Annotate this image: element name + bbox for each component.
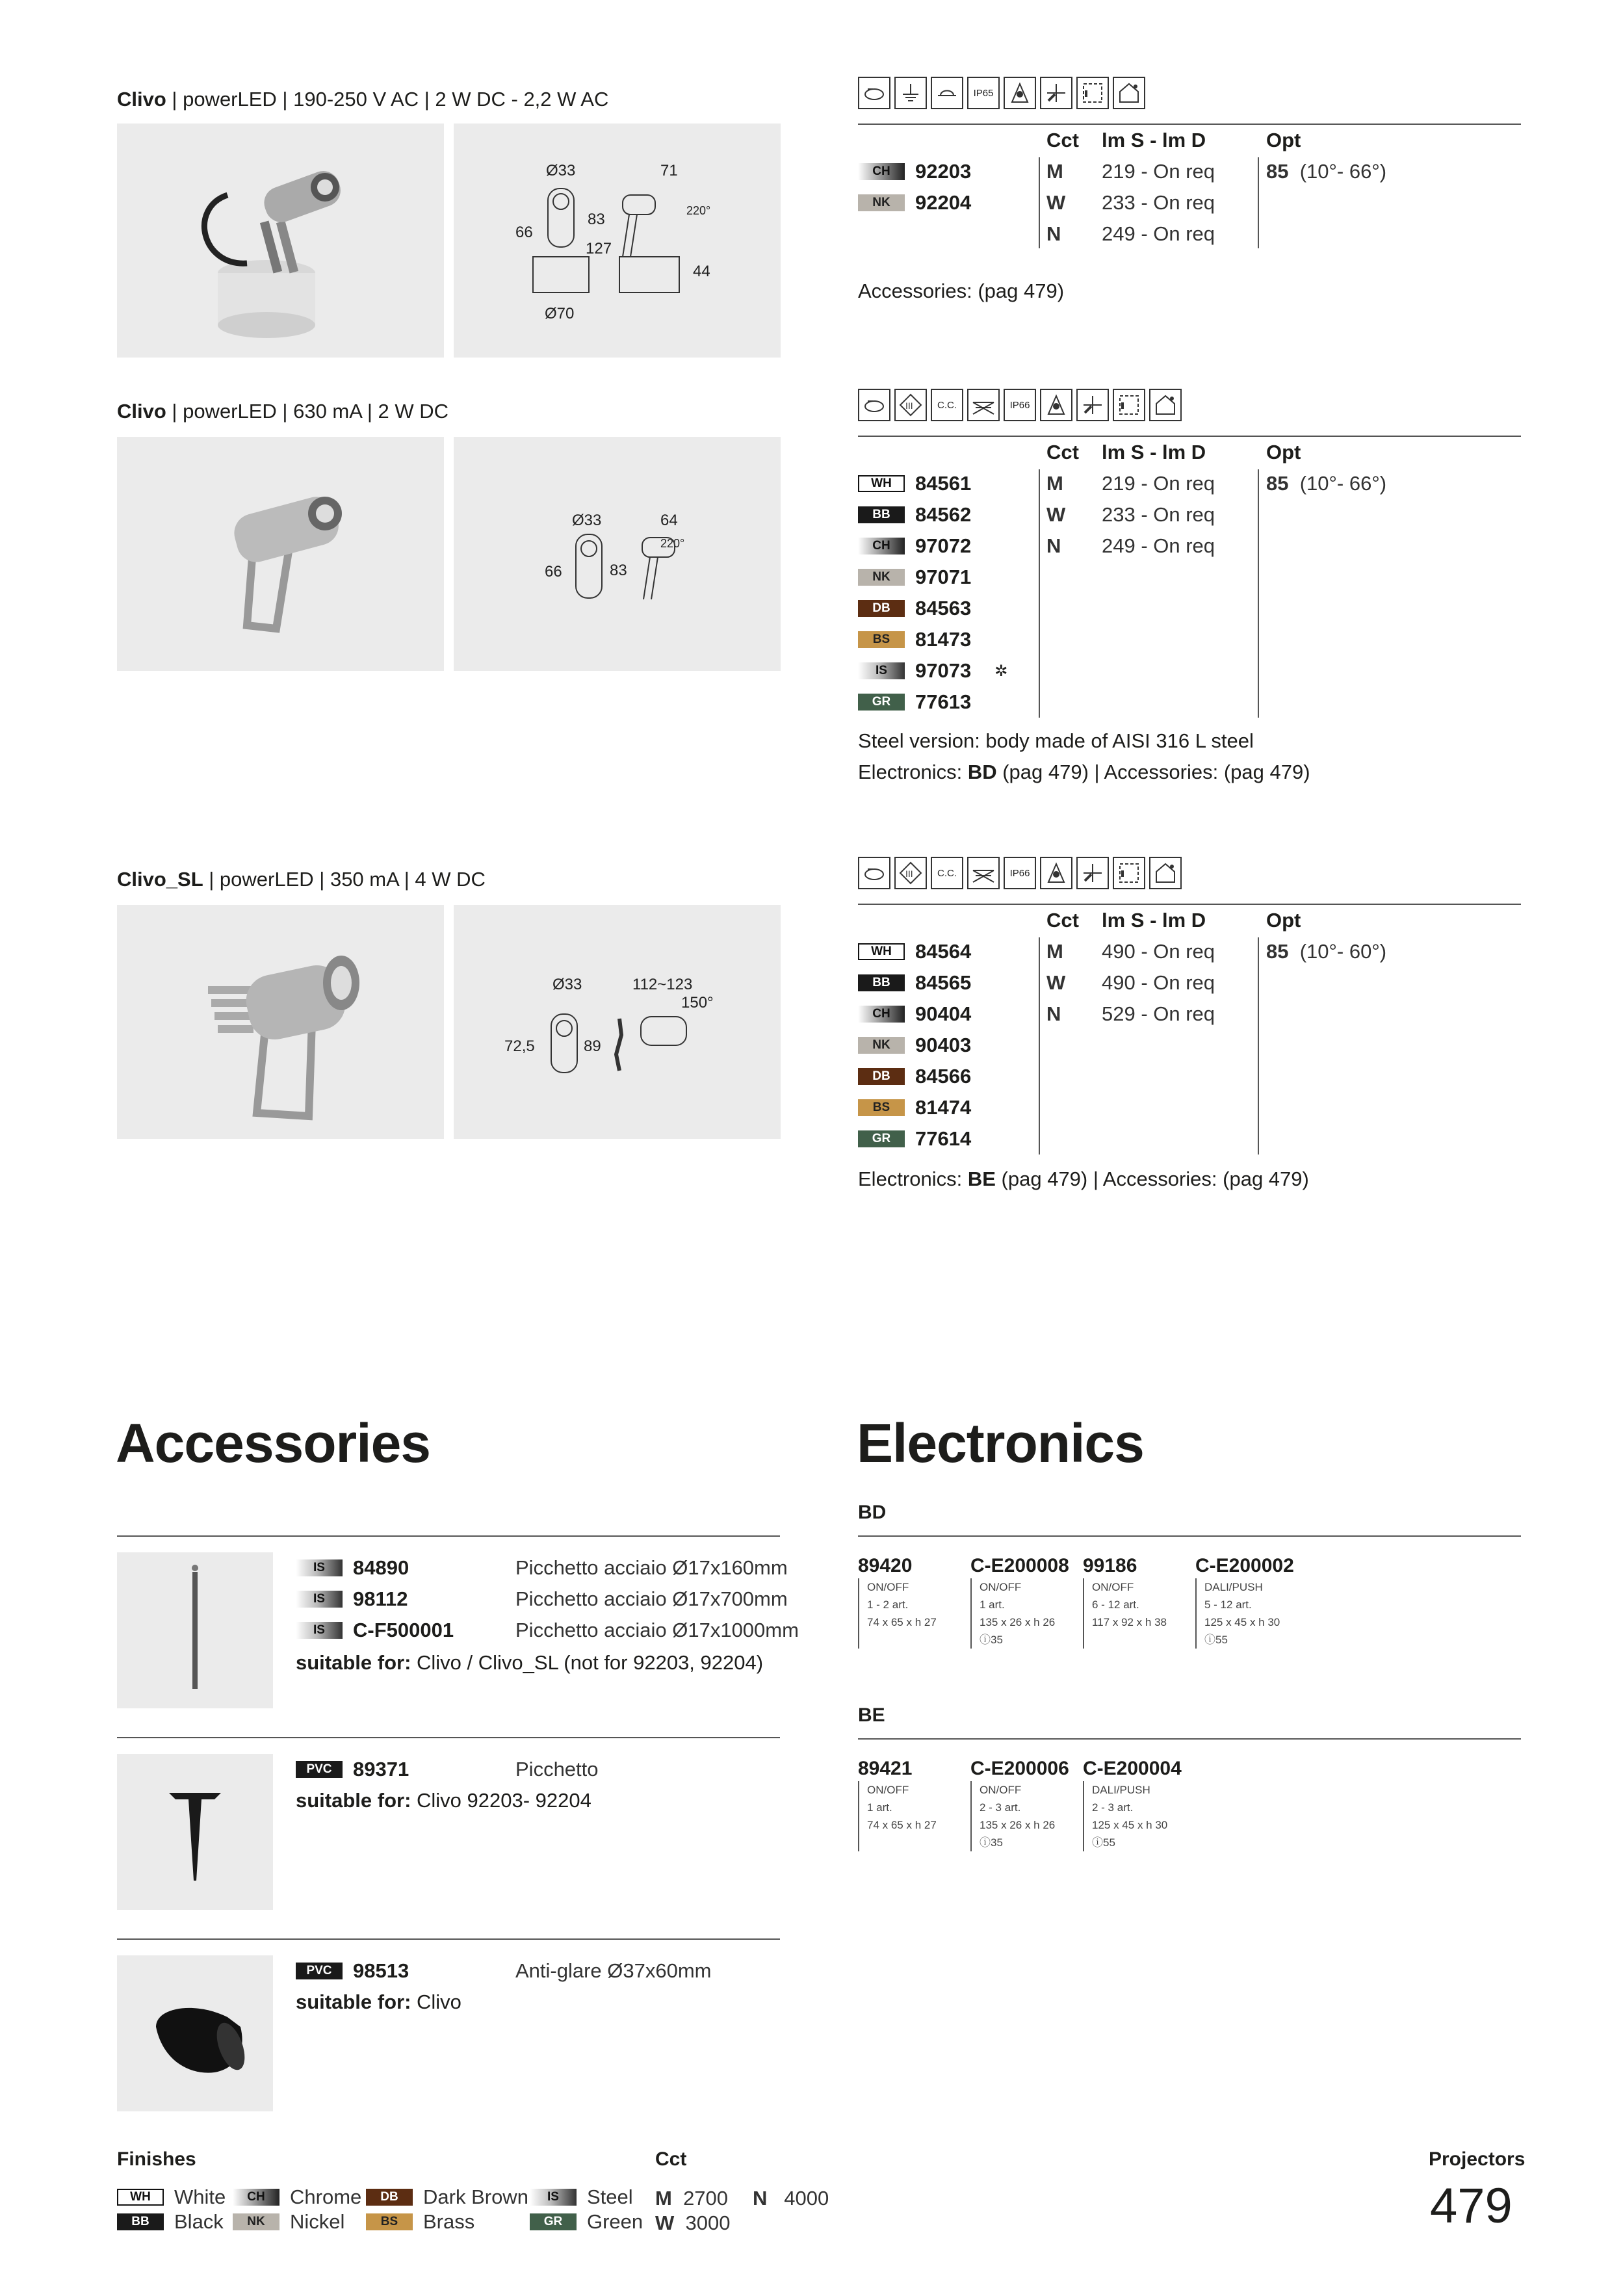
driver-art: 2 - 3 art. <box>1092 1801 1134 1814</box>
svg-text:III: III <box>905 400 913 411</box>
dim-diameter: Ø33 <box>546 162 576 179</box>
dim-width: 71 <box>660 162 678 179</box>
divider <box>117 1938 780 1940</box>
accessory-row <box>296 1754 599 1785</box>
electronics-note: Electronics: BE (pag 479) | Accessories: (pag 479) <box>858 1168 1309 1190</box>
constant-current-icon: C.C. <box>931 389 963 421</box>
rotate-icon <box>858 389 890 421</box>
dim-h2: 89 <box>584 1037 601 1055</box>
finish-name: Green <box>587 2210 643 2233</box>
optic-value: 85 (10°- 60°) <box>1266 940 1387 963</box>
finish-badge: IS <box>296 1591 343 1608</box>
finish-legend-item <box>117 2209 224 2235</box>
product-drawing <box>454 124 781 358</box>
electronics-group-label: BE <box>858 1704 885 1726</box>
code-row <box>858 655 1007 686</box>
ip-circle-icon: ⓘ <box>1204 1634 1215 1646</box>
accessories-heading: Accessories <box>116 1413 431 1474</box>
divider <box>117 1737 780 1738</box>
col-header-lm: lm S - lm D <box>1102 441 1206 463</box>
divider <box>858 904 1521 905</box>
accessory-photo <box>117 1955 273 2111</box>
accessory-code: 84890 <box>353 1556 409 1579</box>
feature-icons <box>858 857 1182 889</box>
lumen-value: 219 - On req <box>1102 472 1215 495</box>
finish-badge: BS <box>366 2213 413 2230</box>
optic-value: 85 (10°- 66°) <box>1266 472 1387 495</box>
col-header-lm: lm S - lm D <box>1102 909 1206 932</box>
product-title: Clivo_SL | powerLED | 350 mA | 4 W DC <box>117 868 486 891</box>
electronics-group-label: BD <box>858 1502 887 1523</box>
code-row <box>858 1123 971 1155</box>
code-row <box>858 686 971 718</box>
finish-name: Steel <box>587 2185 633 2208</box>
dim-width: 64 <box>660 512 678 529</box>
product-code: 84566 <box>915 1065 972 1088</box>
product-code: 92203 <box>915 160 972 183</box>
finish-badge: DB <box>858 1068 905 1085</box>
dim-width: 112~123 <box>632 976 693 993</box>
product-code: 77613 <box>915 690 972 713</box>
driver-dims: 125 x 45 x h 30 <box>1092 1819 1168 1831</box>
class-iii-icon <box>894 389 927 421</box>
uv-icon <box>1076 389 1109 421</box>
driver-code: 89420 <box>858 1555 913 1576</box>
driver-art: 1 art. <box>980 1598 1005 1611</box>
driver-dims: 135 x 26 x h 26 <box>980 1819 1056 1831</box>
ip-rating-icon: IP66 <box>1004 857 1036 889</box>
ip-circle-icon: ⓘ <box>980 1836 991 1849</box>
dim-h1: 66 <box>515 224 533 241</box>
dimension-icon <box>1113 857 1145 889</box>
finish-badge: NK <box>858 569 905 586</box>
divider <box>117 1535 780 1537</box>
driver-control: ON/OFF <box>867 1581 909 1593</box>
col-header-cct: Cct <box>1046 909 1079 932</box>
driver-item <box>1195 1555 1306 1649</box>
code-row <box>858 156 971 187</box>
product-code: 77614 <box>915 1127 972 1150</box>
finish-badge: WH <box>858 943 905 960</box>
dimension-icon <box>1113 389 1145 421</box>
driver-code: C-E200006 <box>970 1758 1069 1779</box>
product-code: 81474 <box>915 1096 972 1119</box>
dim-base: Ø70 <box>545 305 575 322</box>
accessory-row <box>296 1955 712 1987</box>
finish-badge: BS <box>858 1099 905 1116</box>
class-iii-icon <box>894 857 927 889</box>
code-row <box>858 562 971 593</box>
uv-icon <box>1076 857 1109 889</box>
code-row <box>858 1061 971 1092</box>
driver-item <box>970 1555 1081 1649</box>
finish-legend-item <box>530 2209 643 2235</box>
driver-control: ON/OFF <box>980 1581 1022 1593</box>
lumen-value: 249 - On req <box>1102 222 1215 245</box>
optic-value: 85 (10°- 66°) <box>1266 160 1387 183</box>
lumen-value: 490 - On req <box>1102 940 1215 963</box>
suitable-for: suitable for: Clivo 92203- 92204 <box>296 1789 591 1812</box>
no-cover-icon <box>967 857 1000 889</box>
finish-name: Chrome <box>290 2185 362 2208</box>
lumen-value: 529 - On req <box>1102 1002 1215 1025</box>
driver-art: 1 - 2 art. <box>867 1598 909 1611</box>
dim-h1: 66 <box>545 563 562 581</box>
ip-circle-icon: ⓘ <box>980 1634 991 1646</box>
driver-art: 1 art. <box>867 1801 892 1814</box>
dim-h3: 127 <box>586 240 612 257</box>
product-code: 84563 <box>915 597 972 620</box>
driver-code: C-E200002 <box>1195 1555 1294 1576</box>
cct-legend-item: W 3000 <box>655 2211 731 2234</box>
finish-badge: GR <box>530 2213 577 2230</box>
col-header-opt: Opt <box>1266 909 1301 932</box>
driver-code: C-E200008 <box>970 1555 1069 1576</box>
driver-dims: 125 x 45 x h 30 <box>1204 1616 1280 1628</box>
finish-badge: NK <box>233 2213 279 2230</box>
finish-badge: BB <box>117 2213 164 2230</box>
accessory-row <box>296 1552 788 1584</box>
product-drawing <box>454 905 781 1139</box>
fire-icon <box>1004 77 1036 109</box>
lumen-value: 219 - On req <box>1102 160 1215 183</box>
rotate-icon <box>858 77 890 109</box>
col-header-opt: Opt <box>1266 441 1301 463</box>
column-divider <box>1039 937 1040 1155</box>
suitable-for: suitable for: Clivo <box>296 1990 461 2013</box>
finish-badge: IS <box>530 2189 577 2206</box>
finish-badge: CH <box>858 163 905 180</box>
driver-item <box>1083 1555 1193 1649</box>
accessory-row <box>296 1615 799 1646</box>
cct-value: N <box>1046 222 1061 245</box>
driver-art: 5 - 12 art. <box>1204 1598 1252 1611</box>
code-row <box>858 998 971 1030</box>
product-code: 81473 <box>915 628 972 651</box>
house-icon <box>1149 389 1182 421</box>
dim-h2: 83 <box>610 562 627 579</box>
driver-control: DALI/PUSH <box>1092 1784 1150 1796</box>
category-label: Projectors <box>1429 2148 1526 2170</box>
dim-diameter: Ø33 <box>552 976 582 993</box>
code-row <box>858 468 971 499</box>
finish-badge: PVC <box>296 1761 343 1778</box>
finish-legend-item <box>117 2184 226 2210</box>
finish-badge: BB <box>858 974 905 991</box>
dimension-icon <box>1076 77 1109 109</box>
dim-angle: 220° <box>686 204 711 217</box>
product-title: Clivo | powerLED | 630 mA | 2 W DC <box>117 400 448 423</box>
driver-code: C-E200004 <box>1083 1758 1182 1779</box>
finish-name: Nickel <box>290 2210 345 2233</box>
col-header-opt: Opt <box>1266 129 1301 151</box>
driver-item <box>858 1555 968 1649</box>
dim-angle: 220° <box>660 537 685 550</box>
driver-dims: 135 x 26 x h 26 <box>980 1616 1056 1628</box>
lumen-value: 233 - On req <box>1102 191 1215 214</box>
col-header-cct: Cct <box>1046 441 1079 463</box>
accessory-code: 98112 <box>353 1587 408 1610</box>
product-note: Steel version: body made of AISI 316 L steel <box>858 729 1254 752</box>
lumen-value: 233 - On req <box>1102 503 1215 526</box>
code-row <box>858 187 971 218</box>
flush-icon <box>931 77 963 109</box>
divider <box>858 124 1521 125</box>
accessory-photo <box>117 1552 273 1708</box>
driver-control: ON/OFF <box>867 1784 909 1796</box>
ip-rating-icon: IP65 <box>967 77 1000 109</box>
finish-badge: BB <box>858 506 905 523</box>
driver-item <box>970 1758 1081 1851</box>
ip-circle-icon: ⓘ <box>1092 1836 1103 1849</box>
finish-badge: WH <box>117 2189 164 2206</box>
driver-ip: ⓘ55 <box>1092 1836 1115 1849</box>
code-row <box>858 967 971 998</box>
house-icon <box>1113 77 1145 109</box>
finish-badge: GR <box>858 1130 905 1147</box>
cct-value: N <box>1046 534 1061 557</box>
product-note: Accessories: (pag 479) <box>858 280 1065 302</box>
driver-control: DALI/PUSH <box>1204 1581 1263 1593</box>
product-photo <box>117 124 444 358</box>
finish-badge: WH <box>858 475 905 492</box>
product-title: Clivo | powerLED | 190-250 V AC | 2 W DC - 2,2 W AC <box>117 88 609 111</box>
code-row <box>858 499 971 530</box>
lumen-value: 490 - On req <box>1102 971 1215 994</box>
finish-badge: NK <box>858 194 905 211</box>
cct-value: M <box>1046 472 1063 495</box>
product-code: 90404 <box>915 1002 972 1025</box>
finish-legend-item <box>233 2184 361 2210</box>
code-row <box>858 1030 971 1061</box>
accessory-code: 98513 <box>353 1959 409 1982</box>
svg-text:III: III <box>905 868 913 879</box>
accessory-desc: Picchetto acciaio Ø17x160mm <box>515 1556 788 1579</box>
electronics-heading: Electronics <box>857 1413 1144 1474</box>
product-code: 84562 <box>915 503 972 526</box>
cct-value: M <box>1046 940 1063 963</box>
finish-badge: DB <box>366 2189 413 2206</box>
product-drawing <box>454 437 781 671</box>
ip-rating-icon: IP66 <box>1004 389 1036 421</box>
lumen-value: 249 - On req <box>1102 534 1215 557</box>
rotate-icon <box>858 857 890 889</box>
driver-ip: ⓘ55 <box>1204 1634 1228 1646</box>
driver-art: 2 - 3 art. <box>980 1801 1021 1814</box>
accessory-row <box>296 1584 788 1615</box>
driver-art: 6 - 12 art. <box>1092 1598 1139 1611</box>
code-row <box>858 1092 971 1123</box>
dim-h1: 72,5 <box>504 1037 535 1055</box>
driver-dims: 74 x 65 x h 27 <box>867 1819 937 1831</box>
product-code: 92204 <box>915 191 972 214</box>
col-header-lm: lm S - lm D <box>1102 129 1206 151</box>
finish-legend-item <box>530 2184 633 2210</box>
accessory-desc: Picchetto acciaio Ø17x700mm <box>515 1587 788 1610</box>
code-row <box>858 530 971 562</box>
fire-icon <box>1040 389 1072 421</box>
col-header-cct: Cct <box>1046 129 1079 151</box>
finish-name: Black <box>174 2210 224 2233</box>
product-code: 90403 <box>915 1034 972 1056</box>
column-divider <box>1258 157 1259 248</box>
product-photo <box>117 905 444 1139</box>
finish-badge: DB <box>858 600 905 617</box>
product-code: 84564 <box>915 940 972 963</box>
finish-badge: IS <box>858 662 905 679</box>
code-row <box>858 936 971 967</box>
finish-name: White <box>174 2185 226 2208</box>
constant-current-icon: C.C. <box>931 857 963 889</box>
feature-icons <box>858 389 1182 421</box>
dim-angle: 150° <box>681 994 714 1011</box>
ground-icon <box>894 77 927 109</box>
accessory-desc: Picchetto acciaio Ø17x1000mm <box>515 1619 799 1641</box>
finish-badge: BS <box>858 631 905 648</box>
cct-legend-item: N 4000 <box>753 2187 829 2210</box>
driver-code: 99186 <box>1083 1555 1137 1576</box>
finish-legend-item <box>233 2209 344 2235</box>
driver-dims: 74 x 65 x h 27 <box>867 1616 937 1628</box>
product-code: 84565 <box>915 971 972 994</box>
driver-code: 89421 <box>858 1758 913 1779</box>
cct-value: N <box>1046 1002 1061 1025</box>
cct-title: Cct <box>655 2148 687 2170</box>
driver-item <box>858 1758 968 1851</box>
code-row <box>858 593 971 624</box>
finish-badge: GR <box>858 694 905 711</box>
accessory-code: C-F500001 <box>353 1619 454 1641</box>
product-code: 97071 <box>915 566 972 588</box>
finish-badge: PVC <box>296 1963 343 1979</box>
finishes-title: Finishes <box>117 2148 196 2170</box>
accessory-desc: Anti-glare Ø37x60mm <box>515 1959 712 1982</box>
finish-name: Brass <box>423 2210 475 2233</box>
product-photo <box>117 437 444 671</box>
fire-icon <box>1040 857 1072 889</box>
sun-icon: ✲ <box>994 662 1008 680</box>
cct-value: W <box>1046 971 1066 994</box>
code-row <box>858 624 971 655</box>
driver-control: ON/OFF <box>1092 1581 1134 1593</box>
cct-value: M <box>1046 160 1063 183</box>
dim-h4: 44 <box>693 263 710 280</box>
cct-legend-item: M 2700 <box>655 2187 729 2210</box>
divider <box>858 1738 1521 1740</box>
feature-icons <box>858 77 1145 109</box>
divider <box>858 436 1521 437</box>
finish-name: Dark Brown <box>423 2185 528 2208</box>
no-cover-icon <box>967 389 1000 421</box>
finish-badge: CH <box>858 538 905 554</box>
driver-item <box>1083 1758 1193 1851</box>
uv-icon <box>1040 77 1072 109</box>
column-divider <box>1039 469 1040 718</box>
finish-legend-item <box>366 2209 474 2235</box>
page-number: 479 <box>1430 2178 1513 2234</box>
cct-value: W <box>1046 191 1066 214</box>
product-code: 97073 <box>915 659 972 682</box>
column-divider <box>1039 157 1040 248</box>
finish-badge: IS <box>296 1559 343 1576</box>
accessory-desc: Picchetto <box>515 1758 599 1781</box>
driver-ip: ⓘ35 <box>980 1836 1003 1849</box>
accessory-code: 89371 <box>353 1758 409 1781</box>
driver-control: ON/OFF <box>980 1784 1022 1796</box>
divider <box>858 1535 1521 1537</box>
driver-dims: 117 x 92 x h 38 <box>1092 1616 1167 1628</box>
dim-diameter: Ø33 <box>572 512 602 529</box>
electronics-note: Electronics: BD (pag 479) | Accessories: (pag 479) <box>858 761 1310 783</box>
dim-h2: 83 <box>588 211 605 228</box>
house-icon <box>1149 857 1182 889</box>
cct-value: W <box>1046 503 1066 526</box>
accessory-photo <box>117 1754 273 1910</box>
finish-badge: CH <box>858 1006 905 1023</box>
product-code: 84561 <box>915 472 972 495</box>
column-divider <box>1258 469 1259 718</box>
product-code: 97072 <box>915 534 972 557</box>
finish-legend-item <box>366 2184 528 2210</box>
finish-badge: CH <box>233 2189 279 2206</box>
finish-badge: IS <box>296 1622 343 1639</box>
finish-badge: NK <box>858 1037 905 1054</box>
suitable-for: suitable for: Clivo / Clivo_SL (not for 92203, 92204) <box>296 1651 764 1674</box>
column-divider <box>1258 937 1259 1155</box>
driver-ip: ⓘ35 <box>980 1634 1003 1646</box>
